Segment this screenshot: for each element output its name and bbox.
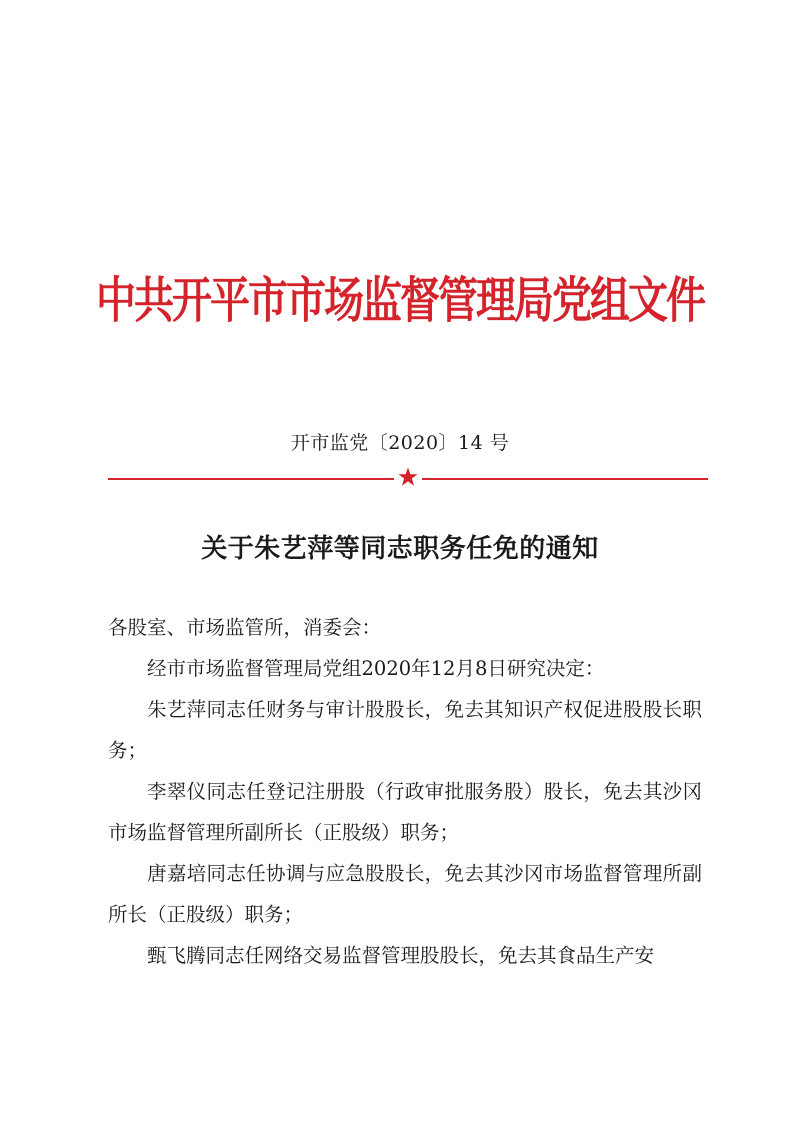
org-title-header: 中共开平市市场监督管理局党组文件: [96, 271, 704, 330]
star-icon: [397, 466, 419, 488]
red-divider: [108, 466, 708, 490]
notice-body: [108, 607, 702, 976]
divider-line-left: [108, 478, 394, 480]
paragraph-appointment: 李翠仪同志任登记注册股（行政审批服务股）股长，免去其沙冈市场监督管理所副所长（正股级）职务；: [108, 780, 702, 844]
salutation: 各股室、市场监管所，消委会：: [108, 616, 382, 639]
paragraph-appointment: 唐嘉培同志任协调与应急股股长，免去其沙冈市场监督管理所副所长（正股级）职务；: [108, 862, 702, 926]
divider-line-right: [422, 478, 708, 480]
paragraph-appointment: 朱艺萍同志任财务与审计股股长，免去其知识产权促进股股长职务；: [108, 698, 702, 762]
paragraph-appointment: 甄飞腾同志任网络交易监督管理股股长，免去其食品生产安: [147, 944, 655, 967]
paragraph-decision: 经市市场监督管理局党组2020年12月8日研究决定：: [147, 657, 605, 680]
notice-title: 关于朱艺萍等同志职务任免的通知: [201, 534, 599, 564]
document-number: 开市监党〔2020〕14 号: [290, 432, 510, 454]
